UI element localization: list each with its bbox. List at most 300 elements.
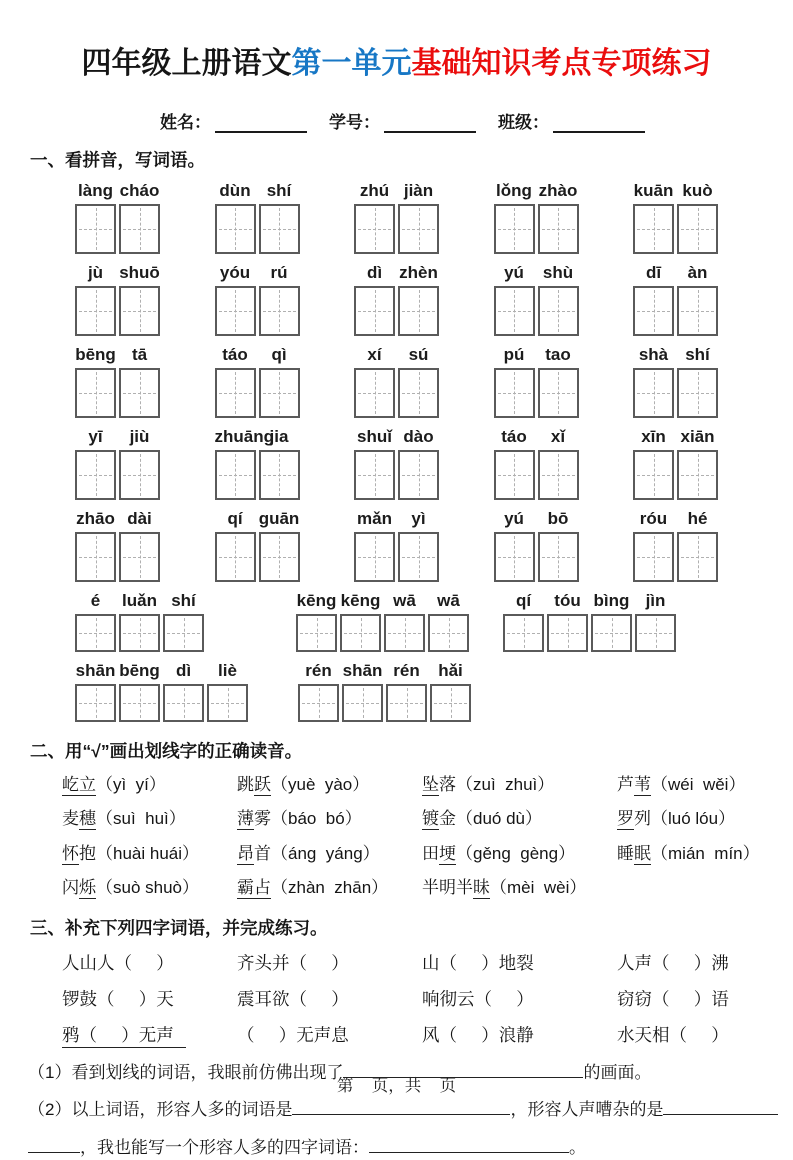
writing-box-line	[354, 450, 439, 500]
writing-box	[354, 286, 395, 336]
word-part: 麦	[62, 809, 79, 829]
idiom-text: 震耳欲（ ）	[237, 988, 349, 1009]
idiom-text: 窃窃（ ）语	[617, 988, 729, 1009]
pinyin-syllable: àn	[687, 263, 708, 282]
underlined-character: 昧	[473, 878, 490, 898]
pinyin-syllable: shí	[685, 345, 710, 364]
pronunciation-item	[422, 775, 617, 795]
underlined-character: 穗	[79, 809, 96, 829]
pronunciation-item	[617, 844, 773, 864]
writing-box	[503, 614, 544, 652]
underlined-character: 跃	[254, 775, 271, 794]
pinyin-choices: （zuì zhuì）	[456, 775, 555, 794]
underlined-character: 烁	[79, 878, 96, 898]
underlined-character: 怀	[62, 843, 79, 863]
writing-box-line	[75, 450, 160, 500]
pinyin-line	[215, 427, 300, 447]
writing-box	[633, 450, 674, 500]
idiom-item	[422, 953, 617, 974]
field-blank	[215, 111, 307, 133]
pinyin-choices: （luó lóu）	[651, 809, 736, 829]
section2-heading: 二、用“√”画出划线字的正确读音。	[30, 741, 303, 761]
pinyin-syllable: xīn	[641, 427, 666, 446]
writing-box-line	[633, 532, 718, 582]
pinyin-choices: （báo bó）	[271, 809, 362, 829]
pinyin-choices: （suì huì）	[96, 809, 186, 829]
pinyin-syllable: zhú	[359, 181, 390, 200]
writing-box-line	[633, 204, 718, 254]
word-part: 跳	[237, 775, 254, 794]
pronunciation-item	[62, 775, 237, 795]
idiom-text: （ ）无声息	[237, 1024, 349, 1045]
writing-box	[494, 368, 535, 418]
pinyin-line	[75, 509, 160, 529]
writing-box	[635, 614, 676, 652]
pinyin-syllable: tao	[545, 345, 571, 364]
pinyin-group	[354, 345, 439, 418]
writing-box	[547, 614, 588, 652]
pinyin-syllable: shān	[342, 661, 383, 680]
writing-box	[259, 532, 300, 582]
pinyin-syllable: tā	[131, 345, 148, 364]
writing-box-line	[215, 286, 300, 336]
writing-box	[259, 204, 300, 254]
writing-box	[298, 684, 339, 722]
writing-box	[633, 204, 674, 254]
underlined-character: 昂	[237, 843, 254, 863]
question-2-text-b: ，形容人声嘈杂的是	[510, 1100, 664, 1120]
pronunciation-item	[422, 844, 617, 864]
pinyin-group	[633, 427, 718, 500]
pinyin-group	[215, 427, 300, 500]
pinyin-group	[215, 509, 300, 582]
writing-box	[296, 614, 337, 652]
pinyin-line	[354, 181, 439, 201]
pinyin-row	[75, 661, 718, 722]
pronunciation-item	[617, 775, 773, 795]
field-blank	[384, 111, 476, 133]
pinyin-line	[75, 263, 160, 283]
pinyin-syllable: dì	[175, 661, 192, 680]
writing-box	[428, 614, 469, 652]
pinyin-line	[633, 263, 718, 283]
writing-box	[75, 450, 116, 500]
pinyin-syllable: shí	[266, 181, 292, 200]
writing-box	[633, 532, 674, 582]
pinyin-line	[354, 427, 439, 447]
writing-box	[398, 204, 439, 254]
pinyin-line	[494, 427, 579, 447]
pinyin-syllable: hé	[687, 509, 708, 528]
writing-box	[386, 684, 427, 722]
writing-box	[398, 286, 439, 336]
pinyin-choices: （mián mín）	[651, 843, 760, 863]
writing-box-line	[75, 684, 248, 722]
pinyin-line	[354, 263, 439, 283]
underlined-character: 苇	[634, 775, 651, 794]
pinyin-syllable: shù	[542, 263, 574, 282]
pinyin-choices: （zhàn zhān）	[271, 878, 389, 898]
pinyin-choices: （duó dù）	[456, 809, 542, 829]
pronunciation-item	[422, 878, 617, 898]
idiom-item	[422, 1025, 617, 1046]
idiom-item	[422, 989, 617, 1010]
idiom-text: 锣鼓（ ）天	[62, 988, 174, 1009]
writing-box	[259, 368, 300, 418]
pinyin-syllable: yú	[504, 509, 524, 528]
writing-box-line	[75, 368, 160, 418]
pinyin-syllable: shān	[75, 661, 116, 680]
writing-box-line	[633, 450, 718, 500]
underlined-character: 眠	[634, 843, 651, 863]
pinyin-syllable: mǎn	[357, 509, 392, 528]
writing-box	[398, 450, 439, 500]
student-info-field	[160, 108, 307, 133]
pinyin-line	[298, 661, 471, 681]
writing-box	[398, 532, 439, 582]
pinyin-line	[633, 345, 718, 365]
pinyin-choices: （huài huái）	[96, 843, 200, 863]
underlined-character: 埂	[439, 843, 456, 863]
fill-blank	[369, 1135, 569, 1153]
writing-box-line	[296, 614, 469, 652]
pronunciation-item	[62, 809, 237, 829]
pinyin-group	[296, 591, 469, 652]
writing-box	[75, 368, 116, 418]
writing-box	[677, 450, 718, 500]
field-label: 姓名：	[160, 113, 211, 132]
writing-box	[677, 286, 718, 336]
pinyin-syllable: jiù	[129, 427, 150, 446]
writing-box-line	[354, 204, 439, 254]
pinyin-group	[494, 509, 579, 582]
pinyin-syllable: kēng	[296, 591, 337, 610]
pinyin-line	[354, 509, 439, 529]
writing-box	[677, 368, 718, 418]
pinyin-row	[75, 263, 718, 336]
pinyin-row	[75, 509, 718, 582]
pinyin-group	[633, 181, 718, 254]
writing-box	[75, 204, 116, 254]
writing-box	[633, 368, 674, 418]
pinyin-line	[296, 591, 469, 611]
pinyin-syllable: kuān	[633, 181, 674, 200]
pronunciation-item	[237, 775, 422, 795]
writing-box	[494, 286, 535, 336]
writing-box	[119, 532, 160, 582]
idiom-item	[62, 989, 237, 1010]
pinyin-syllable: dài	[127, 509, 152, 528]
writing-box-line	[75, 532, 160, 582]
writing-box	[430, 684, 471, 722]
word-part: 闪	[62, 878, 79, 898]
writing-box-line	[494, 368, 579, 418]
writing-box	[119, 450, 160, 500]
pinyin-group	[494, 263, 579, 336]
pronunciation-item	[62, 878, 237, 898]
idiom-text: 鸦（ ）无声	[62, 1025, 186, 1048]
pinyin-syllable: xí	[367, 345, 382, 364]
pinyin-line	[633, 181, 718, 201]
field-label: 学号：	[329, 113, 380, 132]
pinyin-line	[75, 345, 160, 365]
pinyin-syllable: shí	[171, 591, 196, 610]
pinyin-syllable: zhuāng	[214, 427, 274, 446]
word-part: 首	[254, 843, 271, 863]
idiom-item	[62, 1025, 237, 1046]
pinyin-syllable: jìn	[645, 591, 666, 610]
writing-box	[354, 450, 395, 500]
idiom-item	[237, 989, 422, 1010]
pinyin-syllable: cháo	[119, 181, 160, 200]
pinyin-group	[75, 345, 160, 418]
writing-box	[119, 684, 160, 722]
question-1-suffix: 的画面。	[583, 1062, 652, 1082]
word-part: 抱	[79, 843, 96, 863]
writing-box	[75, 684, 116, 722]
question-1-text: （1）看到划线的词语，我眼前仿佛出现了	[28, 1062, 344, 1082]
pinyin-group	[354, 263, 439, 336]
writing-box-line	[633, 368, 718, 418]
writing-box-line	[354, 532, 439, 582]
question-2-period: 。	[569, 1137, 586, 1157]
underlined-character: 罗	[617, 809, 634, 829]
pinyin-syllable: é	[90, 591, 101, 610]
pinyin-group	[494, 345, 579, 418]
word-part: 半明半	[422, 878, 473, 898]
idiom-text: 风（ ）浪静	[422, 1024, 534, 1045]
word-part: 睡	[617, 843, 634, 863]
pinyin-syllable: yú	[504, 263, 524, 282]
idiom-text: 人声（ ）沸	[617, 952, 729, 973]
pronunciation-item	[62, 844, 237, 864]
idiom-text: 人山人（ ）	[62, 952, 174, 973]
title-unit-part: 第一单元	[291, 47, 412, 80]
idiom-item	[617, 1025, 773, 1046]
writing-box	[633, 286, 674, 336]
pinyin-syllable: bìng	[593, 591, 630, 610]
writing-box	[591, 614, 632, 652]
writing-box-line	[75, 286, 160, 336]
pinyin-syllable: jù	[87, 263, 104, 282]
question-2-text-c: ，我也能写一个形容人多的四字词语：	[80, 1137, 369, 1157]
pinyin-rows	[75, 181, 718, 722]
field-blank	[553, 111, 645, 133]
word-part: 田	[422, 843, 439, 863]
idiom-item	[617, 953, 773, 974]
pronunciation-item	[617, 809, 773, 829]
pinyin-line	[75, 181, 160, 201]
pinyin-choices: （wéi wěi）	[651, 775, 746, 794]
pinyin-syllable: liè	[218, 661, 237, 680]
pinyin-syllable: dì	[366, 263, 383, 282]
pinyin-syllable: wā	[437, 591, 460, 610]
pinyin-syllable: qí	[515, 591, 532, 610]
fill-blank	[292, 1097, 510, 1115]
pinyin-syllable: kēng	[340, 591, 381, 610]
pinyin-group	[75, 509, 160, 582]
pinyin-syllable: shà	[638, 345, 669, 364]
pinyin-group	[633, 263, 718, 336]
pinyin-group	[354, 181, 439, 254]
pinyin-group	[75, 591, 204, 652]
writing-box	[215, 450, 256, 500]
pinyin-syllable: làng	[78, 181, 113, 200]
pinyin-group	[354, 509, 439, 582]
underlined-character: 镀	[422, 809, 439, 829]
pinyin-choices: （áng yáng）	[271, 843, 380, 863]
pinyin-group	[354, 427, 439, 500]
pinyin-line	[494, 345, 579, 365]
writing-box-line	[215, 532, 300, 582]
writing-box	[75, 286, 116, 336]
pinyin-syllable: bēng	[119, 661, 160, 680]
pinyin-row	[75, 427, 718, 500]
pinyin-line	[633, 427, 718, 447]
word-part: 芦	[617, 775, 634, 794]
pinyin-syllable: tóu	[554, 591, 581, 610]
underlined-character: 薄	[237, 809, 254, 829]
pinyin-group	[494, 427, 579, 500]
student-info-row	[160, 108, 793, 133]
pinyin-group	[215, 345, 300, 418]
title-grade-part: 四年级上册语文	[81, 47, 292, 80]
pinyin-syllable: rú	[270, 263, 288, 282]
writing-box	[538, 204, 579, 254]
writing-box	[215, 204, 256, 254]
title-topic-part: 基础知识考点专项练习	[411, 47, 712, 80]
pinyin-syllable: lǒng	[496, 181, 532, 200]
writing-box	[215, 532, 256, 582]
writing-box-line	[494, 204, 579, 254]
pinyin-line	[503, 591, 676, 611]
pinyin-line	[494, 509, 579, 529]
pinyin-syllable: shuǐ	[357, 427, 392, 446]
underlined-character: 坠	[422, 775, 439, 794]
writing-box	[494, 204, 535, 254]
idiom-text: 水天相（ ）	[617, 1024, 729, 1045]
pinyin-syllable: pú	[503, 345, 525, 364]
writing-box-line	[215, 450, 300, 500]
pinyin-choices: （gěng gèng）	[456, 843, 576, 863]
word-part: 金	[439, 809, 456, 829]
word-part: 列	[634, 809, 651, 829]
writing-box-line	[494, 286, 579, 336]
writing-box	[119, 368, 160, 418]
writing-box	[75, 532, 116, 582]
pinyin-row	[75, 345, 718, 418]
pinyin-choices: （mèi wèi）	[490, 878, 587, 898]
question-2-text-a: （2）以上词语，形容人多的词语是	[28, 1100, 293, 1120]
writing-box-line	[354, 368, 439, 418]
writing-box	[215, 286, 256, 336]
section3-heading: 三、补充下列四字词语，并完成练习。	[30, 917, 328, 938]
writing-box-line	[75, 614, 204, 652]
underlined-character: 霸占	[237, 878, 271, 898]
writing-box	[207, 684, 248, 722]
writing-box-line	[503, 614, 676, 652]
writing-box-line	[354, 286, 439, 336]
student-info-field	[329, 108, 476, 133]
pinyin-group	[633, 509, 718, 582]
writing-box	[119, 204, 160, 254]
writing-box	[163, 614, 204, 652]
writing-box	[259, 450, 300, 500]
pinyin-syllable: táo	[222, 345, 248, 364]
pinyin-line	[75, 591, 204, 611]
idiom-item	[237, 953, 422, 974]
pinyin-group	[215, 263, 300, 336]
writing-box	[538, 532, 579, 582]
pinyin-syllable: jia	[269, 427, 289, 446]
pinyin-syllable: shuō	[119, 263, 160, 282]
pinyin-line	[494, 181, 579, 201]
pinyin-group	[75, 661, 248, 722]
pinyin-line	[215, 509, 300, 529]
question-2-continued	[28, 1135, 765, 1160]
pronunciation-item	[237, 844, 422, 864]
pinyin-group	[503, 591, 676, 652]
pinyin-line	[633, 509, 718, 529]
writing-box	[538, 286, 579, 336]
pronunciation-grid	[62, 775, 773, 899]
writing-box	[538, 368, 579, 418]
page-title	[0, 0, 793, 82]
pinyin-syllable: jiàn	[403, 181, 434, 200]
pinyin-syllable: dào	[403, 427, 434, 446]
writing-box	[354, 532, 395, 582]
section1-heading: 一、看拼音，写词语。	[30, 150, 205, 170]
idiom-grid	[62, 953, 773, 1046]
pinyin-line	[215, 263, 300, 283]
pinyin-line	[354, 345, 439, 365]
writing-box	[538, 450, 579, 500]
word-part: 雾	[254, 809, 271, 829]
pinyin-syllable: luǎn	[122, 591, 157, 610]
pinyin-syllable: xǐ	[550, 427, 566, 446]
pinyin-choices: （yuè yào）	[271, 775, 370, 794]
pinyin-syllable: bō	[547, 509, 569, 528]
field-label: 班级：	[498, 113, 549, 132]
pinyin-syllable: róu	[639, 509, 668, 528]
writing-box	[340, 614, 381, 652]
writing-box-line	[494, 450, 579, 500]
pinyin-syllable: zhào	[538, 181, 578, 200]
pinyin-syllable: dī	[645, 263, 662, 282]
pinyin-syllable: wā	[393, 591, 416, 610]
pinyin-syllable: dùn	[219, 181, 251, 200]
pinyin-syllable: zhāo	[76, 509, 115, 528]
pinyin-choices: （yì yí）	[96, 775, 166, 794]
pronunciation-item	[237, 809, 422, 829]
pinyin-syllable: yóu	[219, 263, 251, 282]
word-part: 落	[439, 775, 456, 794]
writing-box-line	[298, 684, 471, 722]
writing-box	[119, 614, 160, 652]
pinyin-syllable: bēng	[75, 345, 116, 364]
idiom-text: 响彻云（ ）	[422, 988, 534, 1009]
writing-box	[494, 450, 535, 500]
fill-blank	[663, 1097, 778, 1115]
pinyin-row	[75, 181, 718, 254]
underlined-character: 屹立	[62, 775, 96, 794]
writing-box	[384, 614, 425, 652]
idiom-item	[62, 953, 237, 974]
pinyin-choices: （suò shuò）	[96, 878, 199, 898]
pinyin-group	[633, 345, 718, 418]
writing-box-line	[215, 368, 300, 418]
writing-box	[259, 286, 300, 336]
